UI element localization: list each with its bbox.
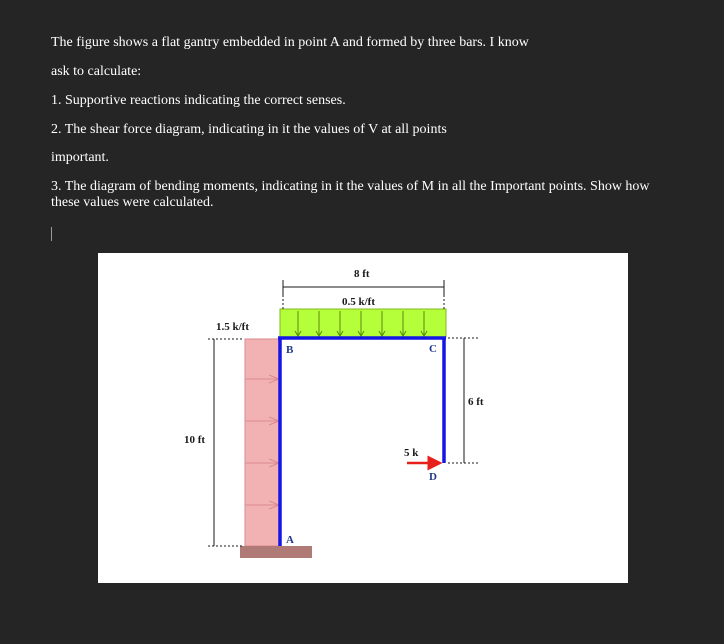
top-distributed-load	[280, 309, 446, 337]
left-distributed-load	[245, 339, 279, 546]
frame-bars	[278, 338, 446, 546]
point-C-label: C	[429, 343, 437, 355]
left-height-label: 10 ft	[184, 434, 206, 446]
gantry-frame-figure	[98, 253, 628, 583]
point-D-label: D	[429, 471, 437, 483]
fixed-support	[240, 546, 312, 558]
left-height-dimension	[208, 339, 244, 546]
frame-diagram	[98, 253, 628, 583]
question-item-2-continued: important.	[51, 150, 109, 165]
problem-text-line-2: ask to calculate:	[51, 64, 142, 79]
point-A-label: A	[286, 534, 294, 546]
question-item-3: 3. The diagram of bending moments, indicating in it the values of M in all the Important points. Show how these values were calculated.	[51, 179, 650, 210]
top-load-label: 0.5 k/ft	[342, 296, 375, 308]
question-item-2: 2. The shear force diagram, indicating in it the values of V at all points	[51, 122, 447, 137]
text-cursor	[51, 227, 52, 241]
point-B-label: B	[286, 344, 294, 356]
left-load-label: 1.5 k/ft	[216, 321, 249, 333]
span-label: 8 ft	[354, 268, 370, 280]
question-item-1: 1. Supportive reactions indicating the correct senses.	[51, 93, 346, 108]
problem-text-line-1: The figure shows a flat gantry embedded in point A and formed by three bars. I know	[51, 35, 529, 50]
point-load-label: 5 k	[404, 447, 419, 459]
right-height-label: 6 ft	[468, 396, 484, 408]
